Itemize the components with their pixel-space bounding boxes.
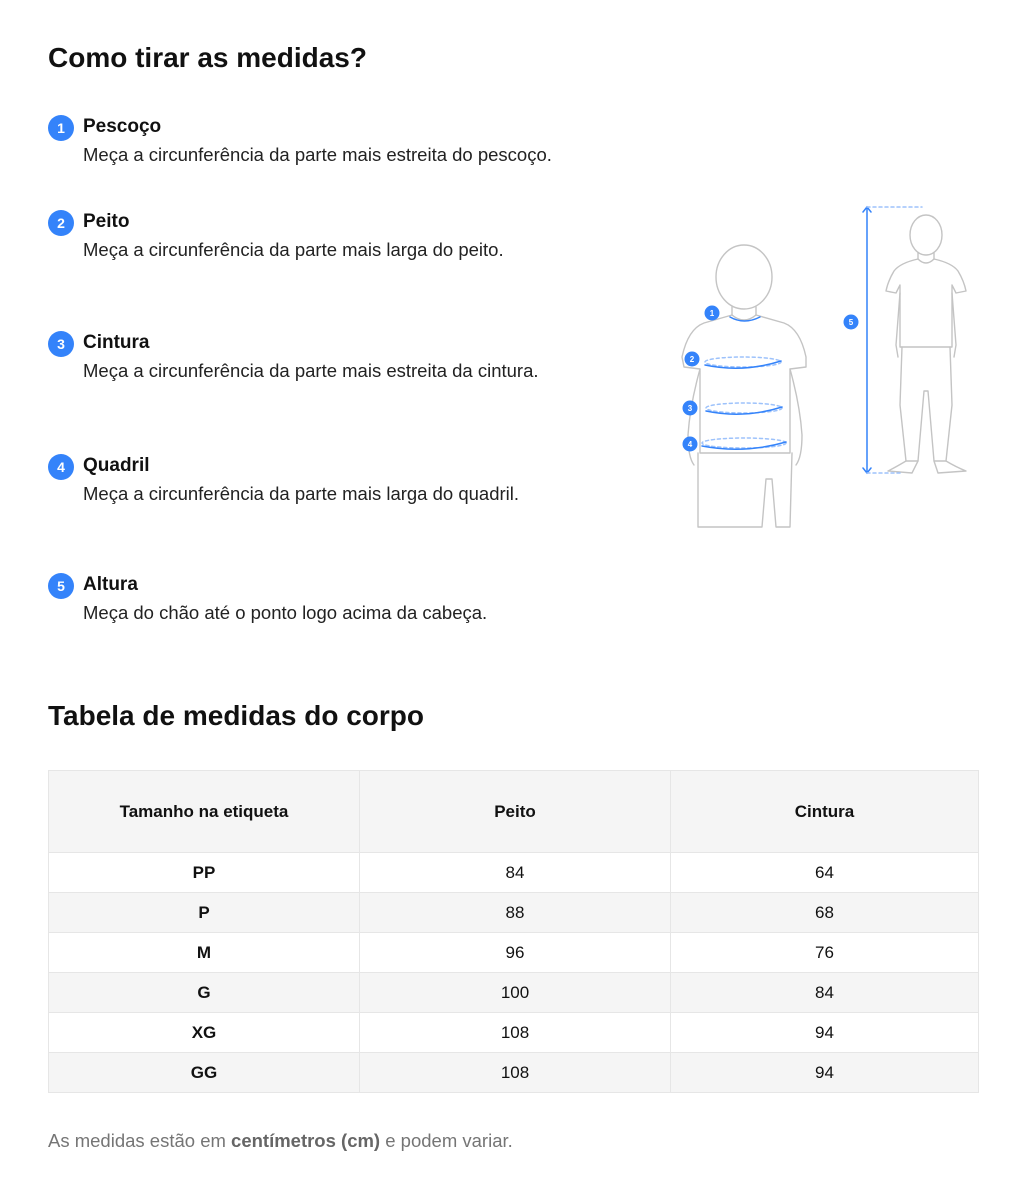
marker-4: 4 xyxy=(687,440,693,449)
step-number-badge: 2 xyxy=(48,210,74,236)
step-title: Quadril xyxy=(83,455,150,476)
marker-3: 3 xyxy=(687,404,693,413)
units-note xyxy=(48,1130,513,1152)
step-description: Meça a circunferência da parte mais larga do peito. xyxy=(83,239,504,260)
step-number-badge: 4 xyxy=(48,454,74,480)
table-row xyxy=(49,933,979,973)
column-header-waist: Cintura xyxy=(671,771,979,853)
step-number-badge: 5 xyxy=(48,573,74,599)
chest-cell: 84 xyxy=(360,853,671,893)
table-row xyxy=(49,893,979,933)
note-unit: centímetros (cm) xyxy=(231,1130,381,1151)
table-header-row xyxy=(49,771,979,853)
marker-1: 1 xyxy=(709,309,715,318)
waist-cell: 76 xyxy=(671,933,979,973)
how-to-measure-title: Como tirar as medidas? xyxy=(48,42,367,73)
step-number-badge: 1 xyxy=(48,115,74,141)
marker-5: 5 xyxy=(848,318,854,327)
size-cell: M xyxy=(49,933,360,973)
marker-2: 2 xyxy=(689,355,695,364)
waist-cell: 84 xyxy=(671,973,979,1013)
column-header-chest: Peito xyxy=(360,771,671,853)
table-row xyxy=(49,973,979,1013)
size-cell: XG xyxy=(49,1013,360,1053)
chest-cell: 108 xyxy=(360,1053,671,1093)
step-number-badge: 3 xyxy=(48,331,74,357)
step-description: Meça a circunferência da parte mais larga do quadril. xyxy=(83,483,520,504)
chest-cell: 96 xyxy=(360,933,671,973)
size-table xyxy=(48,770,979,1093)
column-header-size: Tamanho na etiqueta xyxy=(49,771,360,853)
step-title: Cintura xyxy=(83,332,150,353)
waist-cell: 94 xyxy=(671,1013,979,1053)
size-table-title: Tabela de medidas do corpo xyxy=(48,700,425,731)
table-row xyxy=(49,1053,979,1093)
step-description: Meça a circunferência da parte mais estreita da cintura. xyxy=(83,360,539,381)
note-prefix: As medidas estão em xyxy=(48,1130,232,1151)
waist-cell: 68 xyxy=(671,893,979,933)
chest-cell: 88 xyxy=(360,893,671,933)
body-measurement-illustration xyxy=(660,195,1000,540)
table-row xyxy=(49,1013,979,1053)
chest-cell: 108 xyxy=(360,1013,671,1053)
waist-cell: 64 xyxy=(671,853,979,893)
size-cell: GG xyxy=(49,1053,360,1093)
size-cell: P xyxy=(49,893,360,933)
step-title: Altura xyxy=(83,574,138,595)
step-title: Pescoço xyxy=(83,116,162,137)
size-cell: PP xyxy=(49,853,360,893)
step-description: Meça a circunferência da parte mais estreita do pescoço. xyxy=(83,144,552,165)
step-description: Meça do chão até o ponto logo acima da cabeça. xyxy=(83,602,488,623)
size-cell: G xyxy=(49,973,360,1013)
note-suffix: e podem variar. xyxy=(380,1130,513,1151)
chest-cell: 100 xyxy=(360,973,671,1013)
waist-cell: 94 xyxy=(671,1053,979,1093)
table-row xyxy=(49,853,979,893)
step-title: Peito xyxy=(83,211,130,232)
